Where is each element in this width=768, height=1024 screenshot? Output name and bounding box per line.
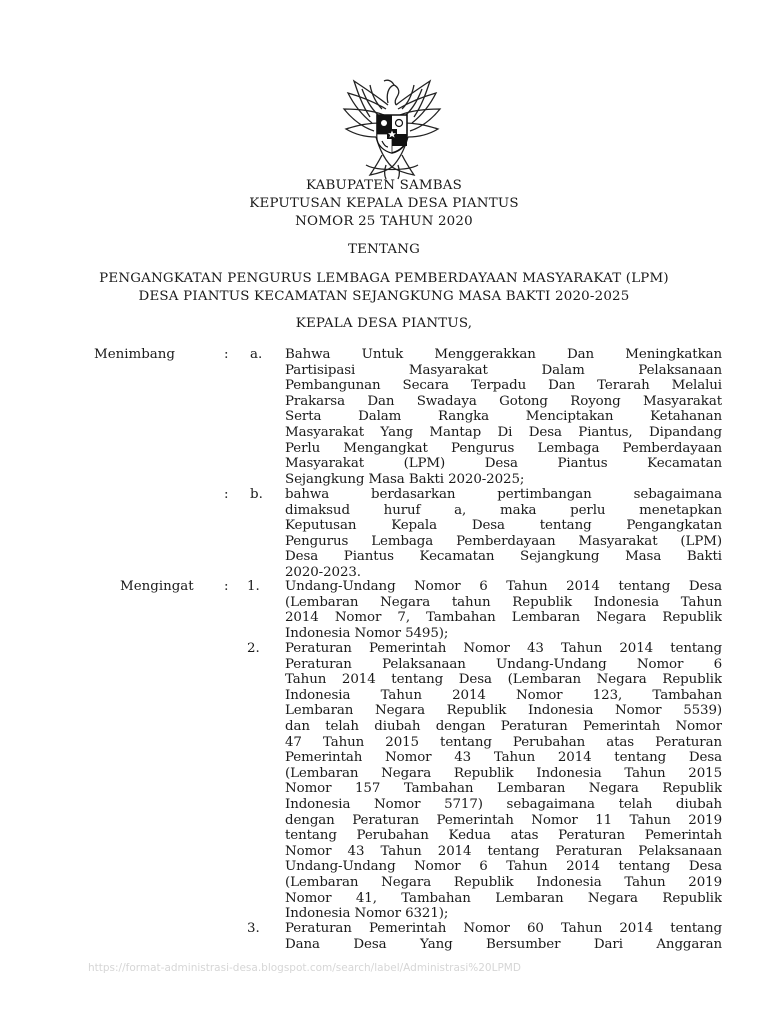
text-line: Undang-Undang Nomor 6 Tahun 2014 tentang Desa	[285, 579, 722, 594]
text-line: Indonesia Nomor 5495);	[285, 625, 449, 641]
text-line: (Lembaran Negara tahun Republik Indonesia Tahun	[285, 594, 722, 610]
text-line: Peraturan Pelaksanaan Undang-Undang Nomor 6	[285, 656, 722, 672]
text-line: dengan Peraturan Pemerintah Nomor 11 Tahun 2019	[285, 812, 722, 828]
text-line: Masyarakat (LPM) Desa Piantus Kecamatan	[285, 456, 722, 472]
menimbang-colon: :	[224, 347, 229, 362]
header-nomor: NOMOR 25 TAHUN 2020	[295, 214, 473, 229]
text-line: Peraturan Pemerintah Nomor 60 Tahun 2014 tentang	[285, 921, 722, 936]
text-line: Prakarsa Dan Swadaya Gotong Royong Masyarakat	[285, 393, 722, 409]
mengingat-colon: :	[224, 579, 229, 594]
text-line: 2020-2023.	[285, 564, 361, 580]
text-line: Perlu Mengangkat Pengurus Lembaga Pemberdayaan	[285, 440, 722, 456]
text-line: Keputusan Kepala Desa tentang Pengangkatan	[285, 518, 722, 534]
text-line: Bahwa Untuk Menggerakkan Dan Meningkatkan	[285, 347, 722, 362]
text-line: Pembangunan Secara Terpadu Dan Terarah Melalui	[285, 378, 722, 394]
text-line: Indonesia Tahun 2014 Nomor 123, Tambahan	[285, 687, 722, 703]
item-marker-b: b.	[250, 487, 263, 502]
text-line: Desa Piantus Kecamatan Sejangkung Masa Bakti	[285, 549, 722, 565]
text-line: Indonesia Nomor 5717) sebagaimana telah diubah	[285, 796, 722, 812]
text-line: (Lembaran Negara Republik Indonesia Tahun 2019	[285, 874, 722, 890]
text-line: Peraturan Pemerintah Nomor 43 Tahun 2014 tentang	[285, 641, 722, 656]
text-line: Pemerintah Nomor 43 Tahun 2014 tentang Desa	[285, 750, 722, 766]
subject-line-1: PENGANGKATAN PENGURUS LEMBAGA PEMBERDAYAAN MASYARAKAT (LPM)	[99, 271, 669, 286]
menimbang-item-a	[285, 347, 722, 487]
text-line: Nomor 41, Tambahan Lembaran Negara Republik	[285, 890, 722, 906]
menimbang-item-b	[285, 487, 722, 581]
document-subject	[0, 270, 768, 306]
text-line: tentang Perubahan Kedua atas Peraturan Pemerintah	[285, 828, 722, 844]
footer-source-url[interactable]: https://format-administrasi-desa.blogspot.com/search/label/Administrasi%20LPMD	[88, 962, 521, 974]
item-marker-a: a.	[250, 347, 263, 362]
header-block	[0, 177, 768, 231]
header-tentang-text: TENTANG	[347, 242, 421, 257]
mengingat-item-1	[285, 579, 722, 641]
header-tentang	[0, 241, 768, 259]
mengingat-item-2	[285, 641, 722, 922]
menimbang-b-colon: :	[224, 487, 229, 502]
header-keputusan: KEPUTUSAN KEPALA DESA PIANTUS	[249, 196, 519, 211]
text-line: Nomor 43 Tahun 2014 tentang Peraturan Pelaksanaan	[285, 843, 722, 859]
text-line: Masyarakat Yang Mantap Di Desa Piantus, Dipandang	[285, 424, 722, 440]
item-marker-2: 2.	[247, 641, 260, 656]
item-marker-1: 1.	[247, 579, 260, 594]
text-line: Partisipasi Masyarakat Dalam Pelaksanaan	[285, 362, 722, 378]
text-line: Tahun 2014 tentang Desa (Lembaran Negara Republik	[285, 672, 722, 688]
text-line: Lembaran Negara Republik Indonesia Nomor 5539)	[285, 703, 722, 719]
text-line: Nomor 157 Tambahan Lembaran Negara Republik	[285, 781, 722, 797]
mengingat-label: Mengingat	[120, 579, 194, 594]
menimbang-label: Menimbang	[94, 347, 175, 362]
item-marker-3: 3.	[247, 921, 260, 936]
text-line: (Lembaran Negara Republik Indonesia Tahun 2015	[285, 765, 722, 781]
official-title	[0, 315, 768, 333]
text-line: Undang-Undang Nomor 6 Tahun 2014 tentang Desa	[285, 859, 722, 875]
text-line: dimaksud huruf a, maka perlu menetapkan	[285, 502, 722, 518]
text-line: Sejangkung Masa Bakti 2020-2025;	[285, 471, 525, 487]
garuda-pancasila-emblem-icon	[340, 75, 444, 181]
official-title-text: KEPALA DESA PIANTUS,	[295, 316, 473, 331]
header-kabupaten: KABUPATEN SAMBAS	[305, 178, 463, 193]
text-line: 2014 Nomor 7, Tambahan Lembaran Negara Republik	[285, 610, 722, 626]
text-line: Dana Desa Yang Bersumber Dari Anggaran	[285, 936, 722, 952]
mengingat-item-3	[285, 921, 722, 952]
text-line: bahwa berdasarkan pertimbangan sebagaimana	[285, 487, 722, 502]
text-line: dan telah diubah dengan Peraturan Pemerintah Nomor	[285, 718, 722, 734]
text-line: Pengurus Lembaga Pemberdayaan Masyarakat (LPM)	[285, 533, 722, 549]
text-line: 47 Tahun 2015 tentang Perubahan atas Peraturan	[285, 734, 722, 750]
text-line: Serta Dalam Rangka Menciptakan Ketahanan	[285, 409, 722, 425]
text-line: Indonesia Nomor 6321);	[285, 906, 449, 922]
subject-line-2: DESA PIANTUS KECAMATAN SEJANGKUNG MASA BAKTI 2020-2025	[138, 289, 630, 304]
